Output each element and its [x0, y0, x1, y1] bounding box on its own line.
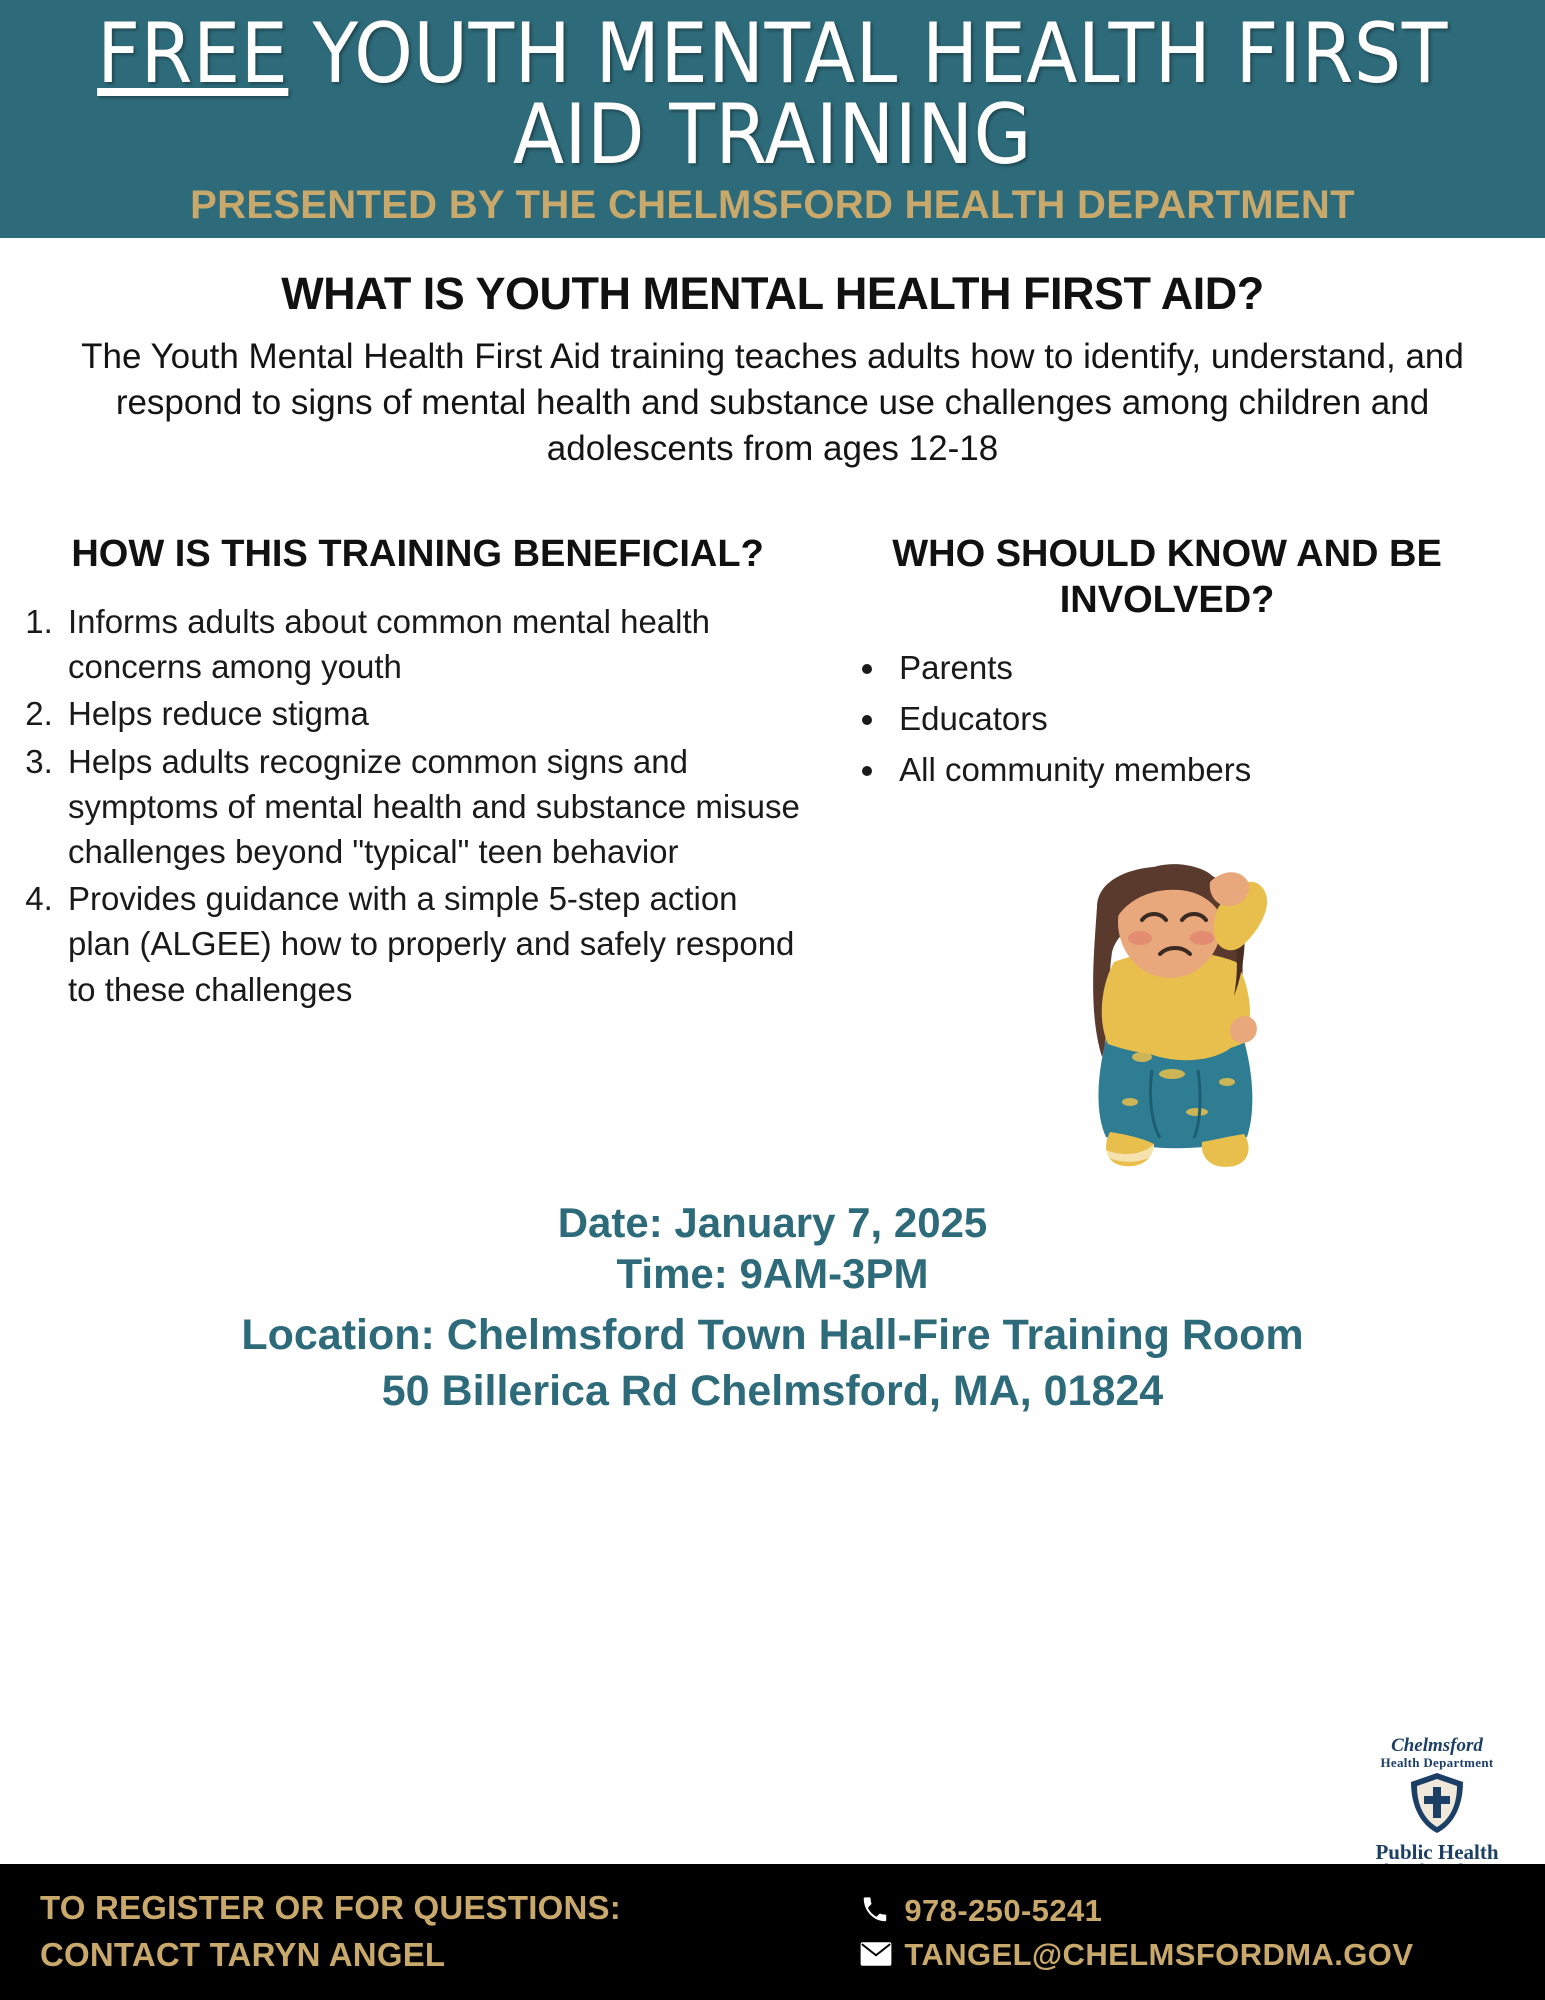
poster-title-free: FREE	[97, 5, 289, 102]
list-item: 2. Helps reduce stigma	[62, 691, 807, 736]
envelope-icon	[860, 1936, 904, 1972]
poster-subtitle: PRESENTED BY THE CHELMSFORD HEALTH DEPARTMENT	[190, 183, 1355, 227]
event-details	[28, 1198, 1517, 1420]
distressed-youth-illustration	[1002, 812, 1332, 1182]
audience-heading: WHO SHOULD KNOW AND BE INVOLVED?	[892, 532, 1442, 621]
illustration-wrapper	[817, 812, 1517, 1192]
poster-title-rest: YOUTH MENTAL HEALTH FIRST AID TRAINING	[288, 5, 1448, 183]
footer-contact-block	[40, 1885, 860, 1979]
benefits-column	[28, 531, 817, 1192]
benefits-list	[28, 599, 807, 1012]
seal-line-public-health: Public Health	[1375, 1839, 1499, 1864]
email-row[interactable]	[860, 1936, 1505, 1972]
seal-line-health-department: Health Department	[1380, 1755, 1494, 1771]
list-item: • Parents	[889, 645, 1517, 692]
event-date: Date: January 7, 2025	[557, 1198, 988, 1246]
footer-register-line1: TO REGISTER OR FOR QUESTIONS:	[40, 1889, 621, 1927]
section-title: WHAT IS YOUTH MENTAL HEALTH FIRST AID?	[281, 268, 1264, 319]
two-column-section	[28, 531, 1517, 1192]
phone-row[interactable]	[860, 1892, 1505, 1928]
list-item: • All community members	[889, 747, 1517, 794]
event-time: Time: 9AM-3PM	[616, 1250, 929, 1298]
chelmsford-health-department-logo	[1367, 1736, 1507, 1872]
event-address: 50 Billerica Rd Chelmsford, MA, 01824	[381, 1366, 1164, 1415]
footer-contact-details	[860, 1884, 1505, 1980]
seal-line-chelmsford: Chelmsford	[1391, 1735, 1483, 1757]
audience-column	[817, 531, 1517, 1192]
list-item: • Educators	[889, 696, 1517, 743]
footer-phone: 978-250-5241	[904, 1892, 1103, 1928]
list-item: 1. Informs adults about common mental health concerns among youth	[62, 599, 807, 689]
benefits-heading: HOW IS THIS TRAINING BENEFICIAL?	[71, 532, 764, 575]
event-location: Location: Chelmsford Town Hall-Fire Training Room	[241, 1311, 1304, 1359]
poster-header	[0, 0, 1545, 238]
intro-paragraph: The Youth Mental Health First Aid training teaches adults how to identify, understand, and respond to signs of mental health and substance use challenges among children and adolescents from ages 12-18	[81, 337, 1464, 469]
poster-footer	[0, 1864, 1545, 2000]
footer-email: TANGEL@CHELMSFORDMA.GOV	[904, 1936, 1414, 1972]
footer-register-line2: CONTACT TARYN ANGEL	[40, 1936, 446, 1973]
list-item: 4. Provides guidance with a simple 5-step action plan (ALGEE) how to properly and safely respond to these challenges	[62, 876, 807, 1012]
shield-icon	[1367, 1771, 1507, 1840]
poster-title	[20, 5, 1525, 183]
poster-body	[0, 238, 1545, 1420]
phone-icon	[860, 1892, 904, 1928]
list-item: 3. Helps adults recognize common signs and symptoms of mental health and substance misuse challenges beyond "typical" teen behavior	[62, 739, 807, 875]
audience-list	[817, 645, 1517, 794]
